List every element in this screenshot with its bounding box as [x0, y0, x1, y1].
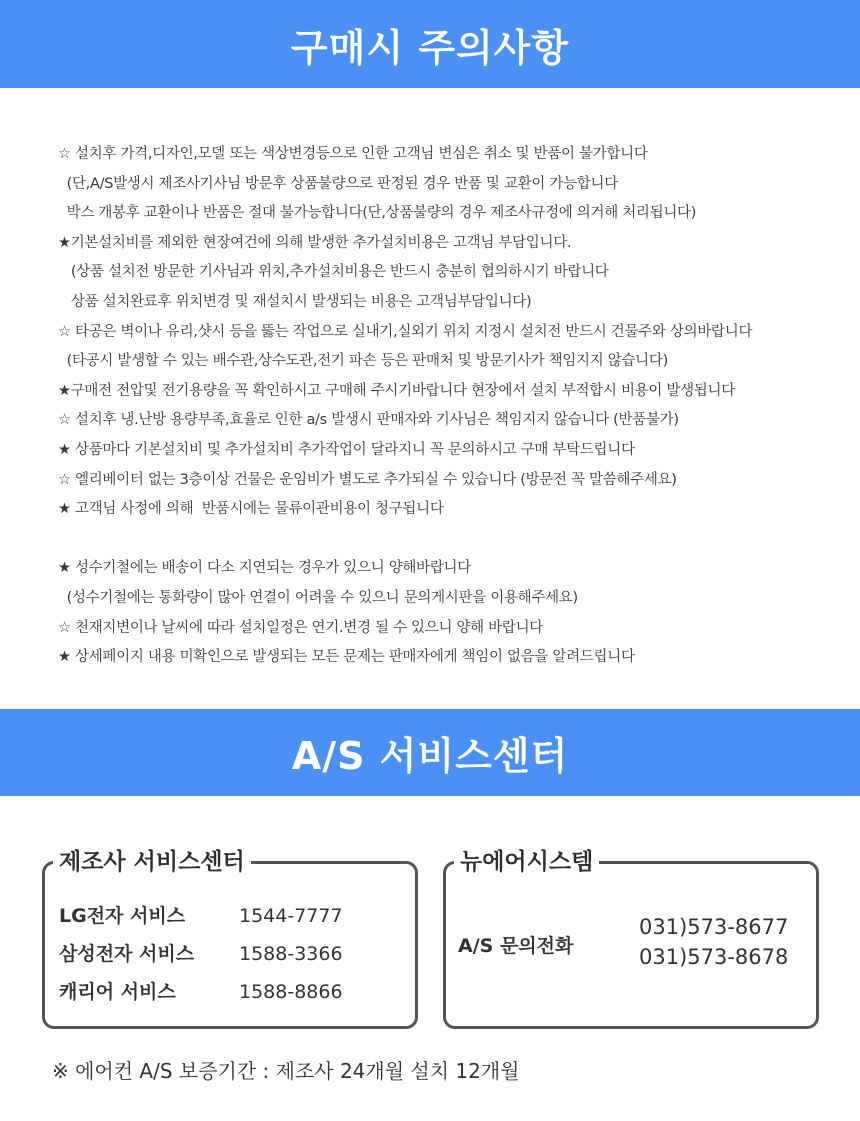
manufacturer-service-box — [42, 849, 418, 1029]
service-row — [59, 901, 343, 928]
note-line: ☆ 설치후 냉.난방 용량부족,효율로 인한 a/s 발생시 판매자와 기사님은 책임지지 않습니다 (반품불가) — [58, 412, 679, 429]
notice-banner — [0, 0, 860, 88]
service-name: 캐리어 서비스 — [59, 981, 176, 1003]
note-line: ☆ 설치후 가격,디자인,모델 또는 색상변경등으로 인한 고객님 변심은 취소 및 반품이 불가합니다 — [58, 146, 648, 162]
company-name-title: 뉴에어시스템 — [454, 844, 599, 880]
service-name: 삼성전자 서비스 — [59, 943, 195, 965]
note-line: 상품 설치완료후 위치변경 및 재설치시 발생되는 비용은 고객님부담입니다) — [58, 293, 532, 310]
note-line: (타공시 발생할 수 있는 배수관,상수도관,전기 파손 등은 판매처 및 방문기사가 책임지지 않습니다) — [58, 353, 668, 370]
service-phone: 1544-7777 — [239, 905, 343, 927]
as-phone: 031)573-8677 — [639, 915, 789, 939]
manufacturer-service-title: 제조사 서비스센터 — [53, 844, 251, 880]
warranty-note: ※ 에어컨 A/S 보증기간 : 제조사 24개월 설치 12개월 — [52, 1059, 520, 1083]
note-line: ☆ 천재지변이나 날씨에 따라 설치일정은 연기.변경 될 수 있으니 양해 바랍니다 — [58, 619, 544, 636]
note-line: ☆ 타공은 벽이나 유리,샷시 등을 뚫는 작업으로 실내기,실외기 위치 지정시 설치전 반드시 건물주와 상의바랍니다 — [58, 323, 753, 340]
purchase-notes — [58, 140, 848, 673]
as-phone: 031)573-8678 — [639, 945, 789, 969]
note-line: ★ 상세페이지 내용 미확인으로 발생되는 모든 문제는 판매자에게 책임이 없음을 알려드립니다 — [58, 649, 635, 666]
service-phone: 1588-8866 — [239, 981, 343, 1003]
as-center-banner-title: A/S 서비스센터 — [291, 734, 569, 778]
notice-banner-title: 구매시 주의사항 — [290, 25, 570, 70]
note-line: ★ 고객님 사정에 의해 반품시에는 물류이관비용이 청구됩니다 — [58, 501, 444, 518]
note-line: 박스 개봉후 교환이나 반품은 절대 불가능합니다(단,상품불량의 경우 제조사규정에 의거해 처리됩니다) — [58, 205, 697, 222]
service-row — [59, 977, 343, 1004]
service-phone: 1588-3366 — [239, 943, 343, 965]
note-line: ★ 성수기철에는 배송이 다소 지연되는 경우가 있으니 양해바랍니다 — [58, 560, 471, 577]
note-line: ☆ 엘리베이터 없는 3층이상 건물은 운임비가 별도로 추가되실 수 있습니다 (방문전 꼭 말씀해주세요) — [58, 471, 677, 488]
note-line: (성수기철에는 통화량이 많아 연결이 어려울 수 있으니 문의게시판을 이용해주세요) — [58, 589, 578, 606]
company-service-box — [443, 849, 819, 1029]
as-inquiry-label: A/S 문의전화 — [458, 935, 574, 957]
note-line: (단,A/S발생시 제조사기사님 방문후 상품불량으로 판정된 경우 반품 및 교환이 가능합니다 — [58, 175, 618, 192]
note-spacer — [58, 525, 848, 555]
note-line: ★ 상품마다 기본설치비 및 추가설치비 추가작업이 달라지니 꼭 문의하시고 구매 부탁드립니다 — [58, 441, 635, 458]
note-line: ★구매전 전압및 전기용량을 꼭 확인하시고 구매해 주시기바랍니다 현장에서 설치 부적합시 비용이 발생됩니다 — [58, 382, 735, 399]
note-line: (상품 설치전 방문한 기사님과 위치,추가설치비용은 반드시 충분히 협의하시기 바랍니다 — [58, 264, 609, 281]
note-line: ★기본설치비를 제외한 현장여건에 의해 발생한 추가설치비용은 고객님 부담입니다. — [58, 234, 572, 251]
service-row — [59, 939, 343, 966]
as-center-banner — [0, 709, 860, 796]
service-name: LG전자 서비스 — [59, 905, 186, 927]
